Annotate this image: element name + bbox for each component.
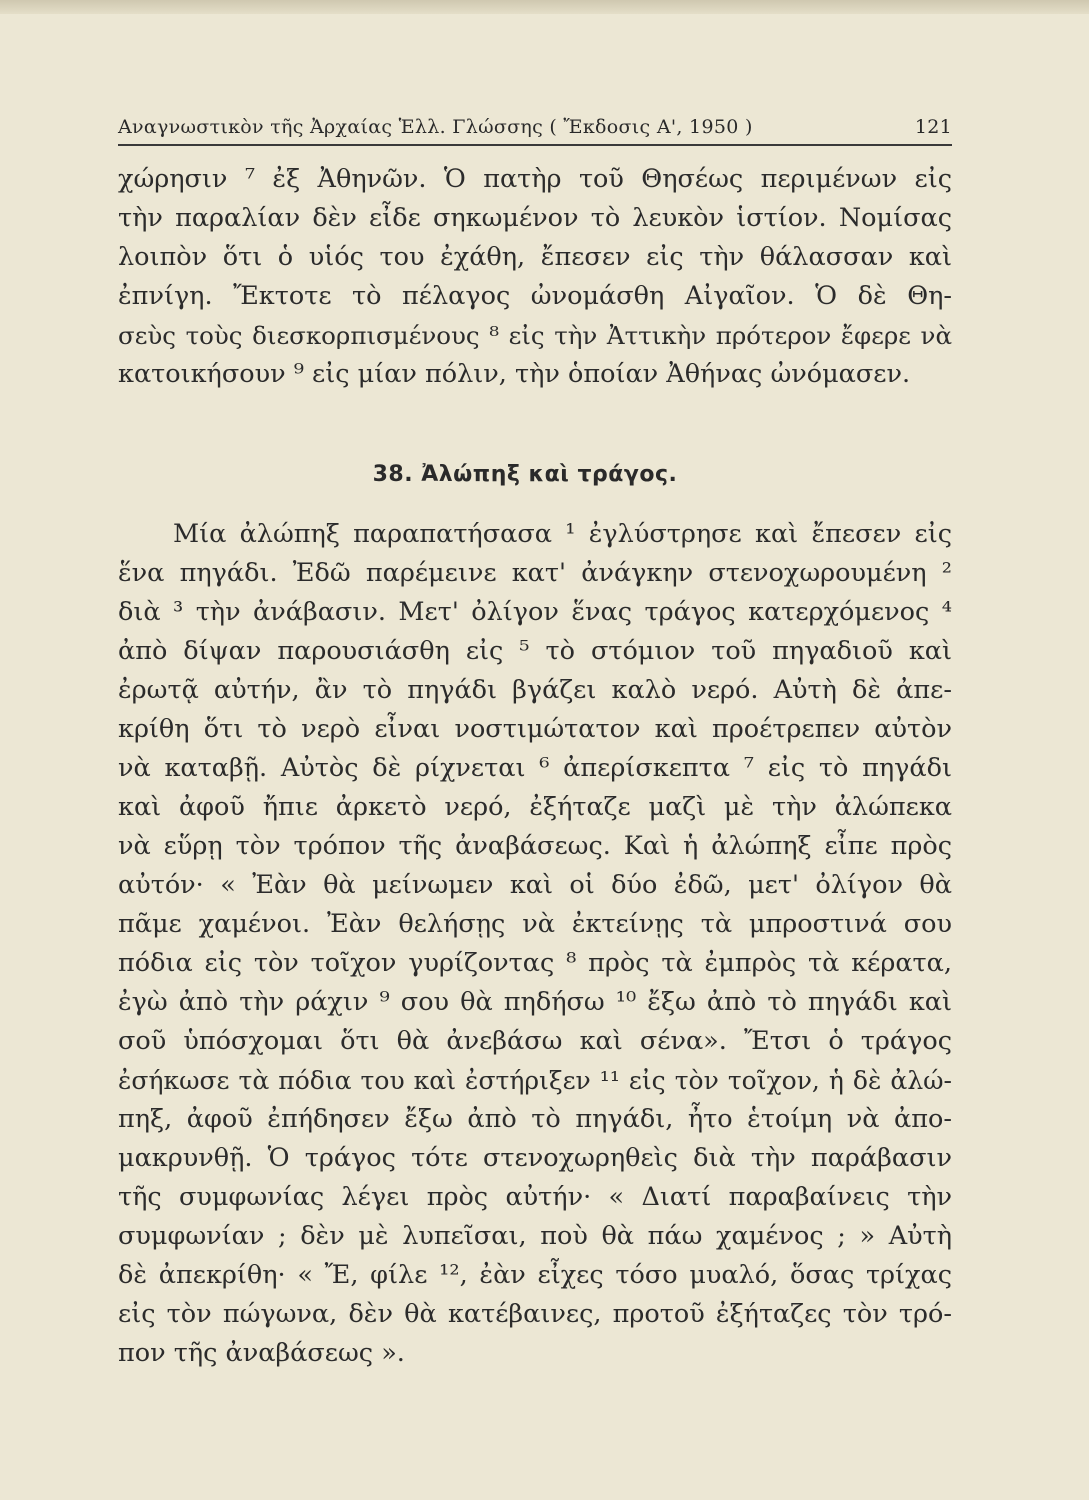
text-line: πᾶμε χαμένοι. Ἐὰν θελήσῃς νὰ ἐκτείνῃς τὰ μπροστινά σου bbox=[118, 909, 952, 939]
text-line: διὰ ³ τὴν ἀνάβασιν. Μετ' ὀλίγον ἕνας τράγος κατερχόμενος ⁴ bbox=[118, 597, 952, 627]
page-number: 121 bbox=[914, 116, 952, 138]
story-paragraph bbox=[118, 515, 952, 1373]
text-line: συμφωνίαν ; δὲν μὲ λυπεῖσαι, ποὺ θὰ πάω χαμένος ; » Αὐτὴ bbox=[118, 1221, 952, 1251]
header-title: Αναγνωστικὸν τῆς Ἀρχαίας Ἑλλ. Γλώσσης ( Ἔκδοσις Α', 1950 ) bbox=[118, 116, 753, 138]
text-line: ἐπνίγη. Ἔκτοτε τὸ πέλαγος ὠνομάσθη Αἰγαῖον. Ὁ δὲ Θη- bbox=[118, 281, 952, 311]
text-line: τῆς συμφωνίας λέγει πρὸς αὐτήν· « Διατί παραβαίνεις τὴν bbox=[118, 1182, 952, 1212]
intro-paragraph bbox=[118, 160, 952, 394]
text-line: πηξ, ἀφοῦ ἐπήδησεν ἔξω ἀπὸ τὸ πηγάδι, ἦτο ἑτοίμη νὰ ἀπο- bbox=[118, 1104, 952, 1134]
text-line: αὐτόν· « Ἐὰν θὰ μείνωμεν καὶ οἱ δύο ἐδῶ, μετ' ὀλίγον θὰ bbox=[118, 870, 952, 900]
text-line: μακρυνθῇ. Ὁ τράγος τότε στενοχωρηθεὶς διὰ τὴν παράβασιν bbox=[118, 1143, 952, 1173]
text-line: τὴν παραλίαν δὲν εἶδε σηκωμένον τὸ λευκὸν ἱστίον. Νομίσας bbox=[118, 203, 952, 233]
text-line: λοιπὸν ὅτι ὁ υἱός του ἐχάθη, ἔπεσεν εἰς τὴν θάλασσαν καὶ bbox=[118, 242, 952, 272]
running-header bbox=[118, 116, 952, 138]
section-title: 38. Ἀλώπηξ καὶ τράγος. bbox=[372, 462, 678, 487]
text-line: ἕνα πηγάδι. Ἐδῶ παρέμεινε κατ' ἀνάγκην στενοχωρουμένη ² bbox=[118, 558, 952, 588]
text-line: χώρησιν ⁷ ἐξ Ἀθηνῶν. Ὁ πατὴρ τοῦ Θησέως περιμένων εἰς bbox=[118, 164, 952, 194]
text-line: καὶ ἀφοῦ ἤπιε ἀρκετὸ νερό, ἐξήταζε μαζὶ μὲ τὴν ἀλώπεκα bbox=[118, 792, 952, 822]
text-line: ἐρωτᾷ αὐτήν, ἂν τὸ πηγάδι βγάζει καλὸ νερό. Αὐτὴ δὲ ἀπε- bbox=[118, 675, 952, 705]
text-line: Μία ἀλώπηξ παραπατήσασα ¹ ἐγλύστρησε καὶ ἔπεσεν εἰς bbox=[173, 519, 952, 549]
text-line: ἀπὸ δίψαν παρουσιάσθη εἰς ⁵ τὸ στόμιον τοῦ πηγαδιοῦ καὶ bbox=[118, 636, 952, 666]
text-line: εἰς τὸν πώγωνα, δὲν θὰ κατέβαινες, προτοῦ ἐξήταζες τὸν τρό- bbox=[118, 1299, 952, 1329]
text-line: νὰ εὕρῃ τὸν τρόπον τῆς ἀναβάσεως. Καὶ ἡ ἀλώπηξ εἶπε πρὸς bbox=[118, 831, 952, 861]
text-line: ἐσήκωσε τὰ πόδια του καὶ ἐστήριξεν ¹¹ εἰς τὸν τοῖχον, ἡ δὲ ἀλώ- bbox=[118, 1066, 952, 1095]
text-line: σεὺς τοὺς διεσκορπισμένους ⁸ εἰς τὴν Ἀττικὴν πρότερον ἔφερε νὰ bbox=[118, 321, 952, 350]
text-line: νὰ καταβῇ. Αὐτὸς δὲ ρίχνεται ⁶ ἀπερίσκεπτα ⁷ εἰς τὸ πηγάδι bbox=[118, 753, 952, 783]
text-line: κατοικήσουν ⁹ εἰς μίαν πόλιν, τὴν ὁποίαν Ἀθήνας ὠνόμασεν. bbox=[118, 359, 911, 389]
text-line: πόδια εἰς τὸν τοῖχον γυρίζοντας ⁸ πρὸς τὰ ἐμπρὸς τὰ κέρατα, bbox=[118, 948, 952, 978]
text-line: πον τῆς ἀναβάσεως ». bbox=[118, 1338, 405, 1368]
header-rule bbox=[118, 144, 952, 146]
page-top-edge bbox=[0, 0, 1089, 14]
text-line: σοῦ ὑπόσχομαι ὅτι θὰ ἀνεβάσω καὶ σένα». Ἔτσι ὁ τράγος bbox=[118, 1026, 952, 1056]
text-line: δὲ ἀπεκρίθη· « Ἔ, φίλε ¹², ἐὰν εἶχες τόσο μυαλό, ὅσας τρίχας bbox=[118, 1260, 952, 1290]
text-line: κρίθη ὅτι τὸ νερὸ εἶναι νοστιμώτατον καὶ προέτρεπεν αὐτὸν bbox=[118, 714, 952, 744]
text-line: ἐγὼ ἀπὸ τὴν ράχιν ⁹ σου θὰ πηδήσω ¹⁰ ἔξω ἀπὸ τὸ πηγάδι καὶ bbox=[118, 987, 952, 1017]
